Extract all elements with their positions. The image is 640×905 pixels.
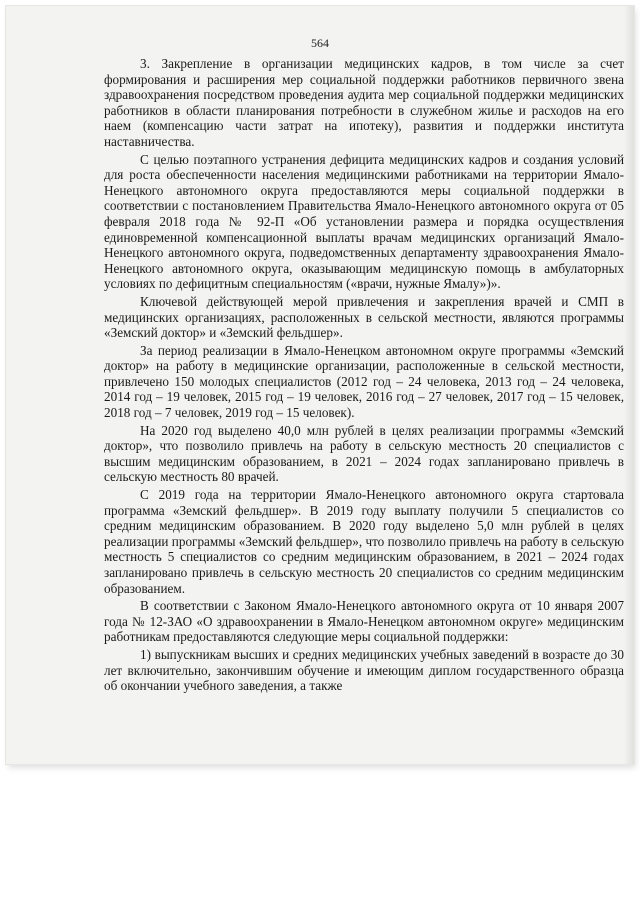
- paragraph-item-1: 1) выпускникам высших и средних медицинских учебных заведений в возрасте до 30 лет включительно, закончившим обучение и имеющим диплом государственного образца об окончании учебного заведения, а также: [104, 646, 624, 694]
- paragraph-zemsky-doktor-period: За период реализации в Ямало-Ненецком автономном округе программы «Земский доктор» на работу в медицинские организации, расположенные в сельской местности, привлечено 150 молодых специалистов (2012 год – 24 человека, 2013 год – 24 человека, 2014 год – 19 человек, 2015 год – 19 человек, 2016 год – 27 человек, 2017 год – 15 человек, 2018 год – 7 человек, 2019 год – 15 человек).: [104, 342, 624, 421]
- paragraph-key-measure: Ключевой действующей мерой привлечения и закрепления врачей и СМП в медицинских организациях, расположенных в сельской местности, являются программы «Земский доктор» и «Земский фельдшер».: [104, 293, 624, 341]
- document-page: [6, 6, 634, 764]
- paragraph-social-support: С целью поэтапного устранения дефицита медицинских кадров и создания условий для роста обеспеченности населения медицинскими работниками на территории Ямало-Ненецкого автономного округа предоставляются меры социальной поддержки в соответствии с постановлением Правительства Ямало-Ненецкого автономного округа от 05 февраля 2018 года № 92-П «Об установлении размера и порядка осуществления единовременной компенсационной выплаты врачам медицинских организаций Ямало-Ненецкого автономного округа, подведомственных департаменту здравоохранения Ямало-Ненецкого автономного округа, оказывающим медицинскую помощь в амбулаторных условиях по дефицитным специальностям («врачи, нужные Ямалу»)».: [104, 151, 624, 292]
- paragraph-zemsky-feldsher: С 2019 года на территории Ямало-Ненецкого автономного округа стартовала программа «Земский фельдшер». В 2019 году выплату получили 5 специалистов со средним медицинским образованием. В 2020 году выделено 5,0 млн рублей в целях реализации программы «Земский фельдшер», что позволило привлечь на работу в сельскую местность 5 специалистов со средним медицинским образованием, в 2021 – 2024 годах запланировано привлечь в сельскую местность 20 специалистов со средним медицинским образованием.: [104, 487, 624, 596]
- document-body: [104, 56, 624, 696]
- page-number: 564: [311, 36, 329, 50]
- paragraph-2020-doktor: На 2020 год выделено 40,0 млн рублей в целях реализации программы «Земский доктор», что позволило привлечь на работу в сельскую местность 20 специалистов с высшим медицинским образованием, в 2021 – 2024 годах запланировано привлечь в сельскую местность 80 врачей.: [104, 422, 624, 485]
- page-edge-shadow: [624, 6, 634, 764]
- paragraph-law-reference: В соответствии с Законом Ямало-Ненецкого автономного округа от 10 января 2007 года № 12-ЗАО «О здравоохранении в Ямало-Ненецком автономном округе» медицинским работникам предоставляются следующие меры социальной поддержки:: [104, 598, 624, 645]
- paragraph-3-retention: 3. Закрепление в организации медицинских кадров, в том числе за счет формирования и расширения мер социальной поддержки работников первичного звена здравоохранения посредством проведения аудита мер социальной поддержки медицинских работников в области планирования потребности в служебном жилье и расходов на его наем (компенсацию части затрат на ипотеку), развития и поддержки института наставничества.: [104, 56, 624, 149]
